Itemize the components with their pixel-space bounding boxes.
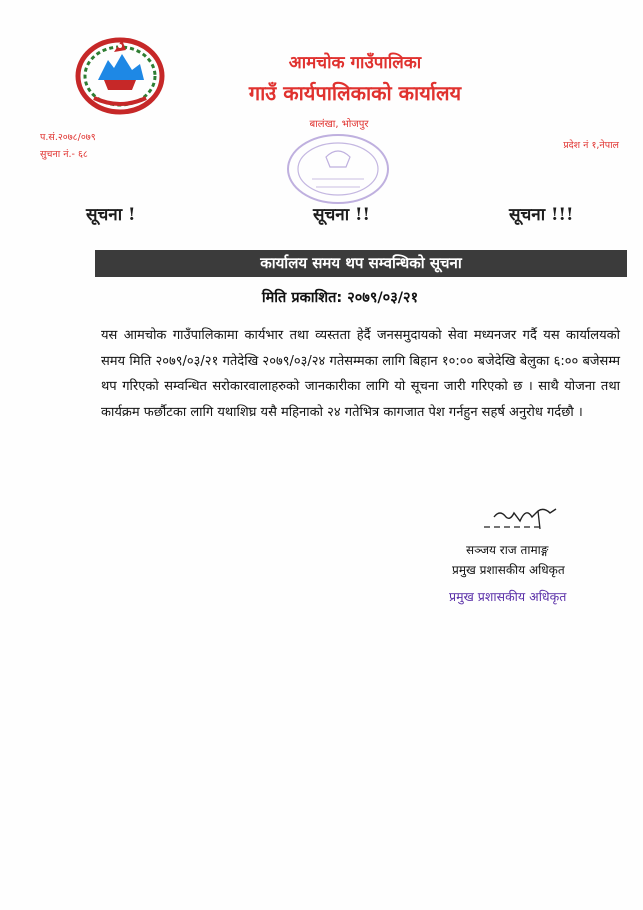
notice-heading-1: सूचना ! (86, 205, 136, 225)
office-name: गाउँ कार्यपालिकाको कार्यालय (248, 81, 462, 105)
signatory-title-stamp: प्रमुख प्रशासकीय अधिकृत (449, 589, 567, 604)
notice-title-banner: कार्यालय समय थप सम्वन्धिको सूचना (95, 250, 627, 277)
province-label: प्रदेश नं १,नेपाल (563, 140, 619, 151)
dispatch-number: सुचना नं.- ६८ (40, 149, 88, 160)
notice-heading-3: सूचना !!! (509, 205, 574, 225)
government-emblem-icon (74, 36, 166, 116)
signatory-name: सञ्जय राज तामाङ्ग (466, 543, 549, 557)
office-address: बालंखा, भोजपुर (309, 119, 369, 130)
municipality-name: आमचोक गाउँपालिका (288, 53, 422, 73)
reference-block (40, 129, 96, 163)
signature-icon (480, 503, 565, 533)
reference-number: प.सं.२०७८/०७९ (40, 132, 96, 143)
office-stamp-icon (282, 127, 394, 211)
notice-body: यस आमचोक गाउँपालिकामा कार्यभार तथा व्यस्तता हेर्दै जनसमुदायको सेवा मध्यनजर गर्दै यस कार्यालयको समय मिति २०७९/०३/२१ गतेदेखि २०७९/०३/२४ गतेसम्मका लागि बिहान १०:०० बजेदेखि बेलुका ६:०० बजेसम्म थप गरिएको सम्वन्धित सरोकारवालाहरुको जानकारीका लागि यो सूचना जारी गरिएको छ । साथै योजना तथा कार्यक्रम फर्छौटका लागि यथाशिघ्र यसै महिनाको २४ गतेभित्र कागजात पेश गर्नहुन सहर्ष अनुरोध गर्दछौ । (101, 328, 620, 420)
publication-date: मिति प्रकाशित: २०७९/०३/२१ (261, 290, 419, 306)
notice-heading-row (0, 202, 643, 232)
notice-heading-2: सूचना !! (313, 205, 370, 225)
signatory-title: प्रमुख प्रशासकीय अधिकृत (452, 563, 565, 577)
